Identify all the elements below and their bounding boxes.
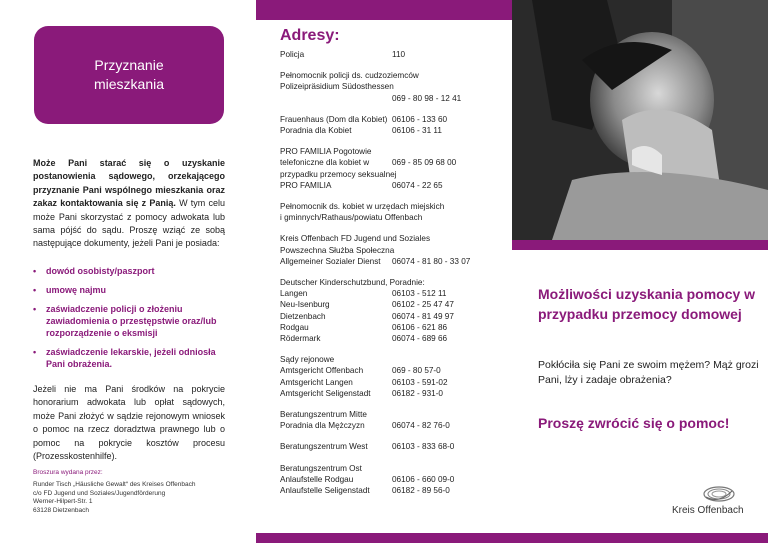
intro-paragraph [33, 157, 225, 251]
entry-name: Policja [280, 50, 305, 59]
document-list [33, 265, 228, 377]
entry-name: Poradnia dla Mężczyzn [280, 421, 365, 431]
entry-phone: 06074 - 81 49 97 [392, 311, 454, 321]
entry-name: Deutscher Kinderschutzbund, Poradnie: [280, 278, 425, 288]
cover-panel [512, 0, 768, 543]
entry-name: Neu-Isenburg [280, 300, 330, 310]
entry-phone: 06106 - 31 11 [392, 126, 442, 136]
entry-phone: 06074 - 82 76-0 [392, 421, 450, 431]
legal-aid-paragraph: Jeżeli nie ma Pani środków na pokrycie honorarium adwokata lub opłat sądowych, może Pani złożyć w sądzie rejonowym wniosek o pomoc na rzecz doradztwa prawnego lub o pomoc na pokrycie kosztów procesu (Prozesskostenhilfe). [33, 384, 225, 462]
entry-name: Poradnia dla Kobiet [280, 126, 352, 136]
address-entry [280, 49, 510, 60]
entry-name: Allgemeiner Sozialer Dienst [280, 256, 381, 266]
address-entry [280, 157, 510, 168]
entry-name: Polizeipräsidium Südosthessen [280, 82, 394, 92]
bottom-stripe [256, 533, 512, 543]
cover-question: Pokłóciła się Pani ze swoim mężem? Mąż grozi Pani, lży i zadaje obrażenia? [538, 359, 759, 386]
entry-phone: 06103 - 512 11 [392, 289, 447, 299]
entry-phone: 06074 - 689 66 [392, 334, 448, 344]
top-stripe [256, 0, 512, 20]
entry-name: Anlaufstelle Rodgau [280, 474, 354, 484]
entry-phone: 06103 - 591-02 [392, 377, 448, 387]
entry-name: Langen [280, 289, 308, 299]
address-list [280, 49, 510, 496]
list-item: • zaświadczenie policji o złożeniu zawiadomienia o przestępstwie oraz/lub rozporządzenie o eksmisji [33, 303, 228, 339]
entry-phone: 06074 - 81 80 - 33 07 [392, 256, 471, 266]
entry-name: Amtsgericht Offenbach [280, 366, 364, 376]
entry-name: telefoniczne dla kobiet w [280, 158, 370, 168]
entry-name: Amtsgericht Seligenstadt [280, 388, 371, 398]
address-entry [280, 256, 510, 267]
address-entry [280, 114, 510, 125]
entry-name: PRO FAMILIA [280, 180, 332, 190]
address-entry [280, 441, 510, 452]
address-entry [280, 299, 510, 310]
address-entry [280, 365, 510, 376]
address-entry [280, 377, 510, 388]
intro-rest-text: W tym celu może Pani skorzystać z pomocy adwokata lub sama pójść do sądu. Proszę wziąć ze sobą następujące dokumenty, jeżeli Pani je posiada: [33, 198, 225, 249]
cover-photo [512, 0, 768, 240]
entry-name: Amtsgericht Langen [280, 377, 353, 387]
entry-phone: 069 - 85 09 68 00 [392, 158, 457, 168]
entry-name: Rodgau [280, 322, 309, 332]
address-entry [280, 322, 510, 333]
entry-phone: 069 - 80 57-0 [392, 366, 441, 376]
publisher-label: Broszura wydana przez: [33, 469, 103, 476]
address-entry [280, 311, 510, 322]
photo-illustration [512, 0, 768, 240]
entry-name: i gminnych/Rathaus/powiatu Offenbach [280, 213, 423, 223]
section-banner [34, 26, 224, 124]
address-entry [280, 420, 510, 431]
bottom-stripe [512, 533, 768, 543]
entry-phone: 06106 - 133 60 [392, 114, 448, 124]
entry-phone: 06106 - 660 09-0 [392, 474, 455, 484]
address-entry [280, 474, 510, 485]
publisher-line: Werner-Hilpert-Str. 1 [33, 498, 93, 506]
entry-name: Pełnomocnik ds. kobiet w urzędach miejskich [280, 202, 445, 212]
addresses-title: Adresy: [280, 27, 340, 44]
entry-phone: 06074 - 22 65 [392, 180, 443, 190]
entry-phone: 06182 - 931-0 [392, 388, 443, 398]
entry-name: PRO FAMILIA Pogotowie [280, 147, 372, 157]
entry-phone: 069 - 80 98 - 12 41 [392, 93, 462, 103]
entry-name: Sądy rejonowe [280, 355, 335, 365]
entry-phone: 06182 - 89 56-0 [392, 486, 450, 496]
publisher-line: Runder Tisch „Häusliche Gewalt“ des Kreises Offenbach [33, 481, 196, 488]
list-item: • dowód osobisty/paszport [33, 265, 228, 277]
entry-name: Beratungszentrum Ost [280, 463, 362, 473]
banner-line-2: mieszkania [93, 76, 165, 92]
address-entry [280, 485, 510, 496]
addresses-panel [256, 0, 512, 543]
photo-stripe [512, 240, 768, 250]
cover-title: Możliwości uzyskania pomocy w przypadku przemocy domowej [538, 286, 756, 322]
publisher-address [33, 481, 195, 515]
publisher-line: c/o FD Jugend und Soziales/Jugendförderung [33, 489, 166, 497]
list-item: • umowę najmu [33, 284, 228, 296]
left-panel [0, 0, 256, 543]
entry-name: Beratungszentrum Mitte [280, 410, 367, 420]
call-to-action: Proszę zwrócić się o pomoc! [538, 415, 730, 431]
entry-name: Rödermark [280, 334, 321, 344]
address-entry [280, 288, 510, 299]
logo-text: Kreis Offenbach [672, 505, 744, 516]
entry-name: Kreis Offenbach FD Jugend und Soziales [280, 234, 431, 244]
entry-name: przypadku przemocy seksualnej [280, 169, 397, 179]
address-entry [280, 125, 510, 136]
entry-phone: 06103 - 833 68-0 [392, 442, 455, 452]
banner-line-1: Przyznanie [94, 57, 164, 73]
entry-name: Anlaufstelle Seligenstadt [280, 486, 370, 496]
intro-bold-text: Może Pani starać się o uzyskanie postanowienia sądowego, orzekającego przyznanie Pani wspólnego mieszkania oraz zakaz kontaktowania się z Panią. [33, 158, 225, 209]
publisher-line: 63128 Dietzenbach [33, 506, 90, 514]
entry-name: Dietzenbach [280, 311, 326, 321]
list-item: • zaświadczenie lekarskie, jeżeli odniosła Pani obrażenia. [33, 346, 228, 370]
entry-phone: 110 [392, 50, 406, 59]
entry-name: Powszechna Służba Społeczna [280, 245, 395, 255]
entry-name: Pełnomocnik policji ds. cudzoziemców [280, 71, 419, 81]
address-entry [280, 180, 510, 191]
address-entry [280, 333, 510, 344]
entry-name: Beratungszentrum West [280, 442, 368, 452]
entry-phone: 06102 - 25 47 47 [392, 300, 454, 310]
address-entry [280, 388, 510, 399]
entry-phone: 06106 - 621 86 [392, 322, 448, 332]
entry-name: Frauenhaus (Dom dla Kobiet) [280, 114, 388, 124]
